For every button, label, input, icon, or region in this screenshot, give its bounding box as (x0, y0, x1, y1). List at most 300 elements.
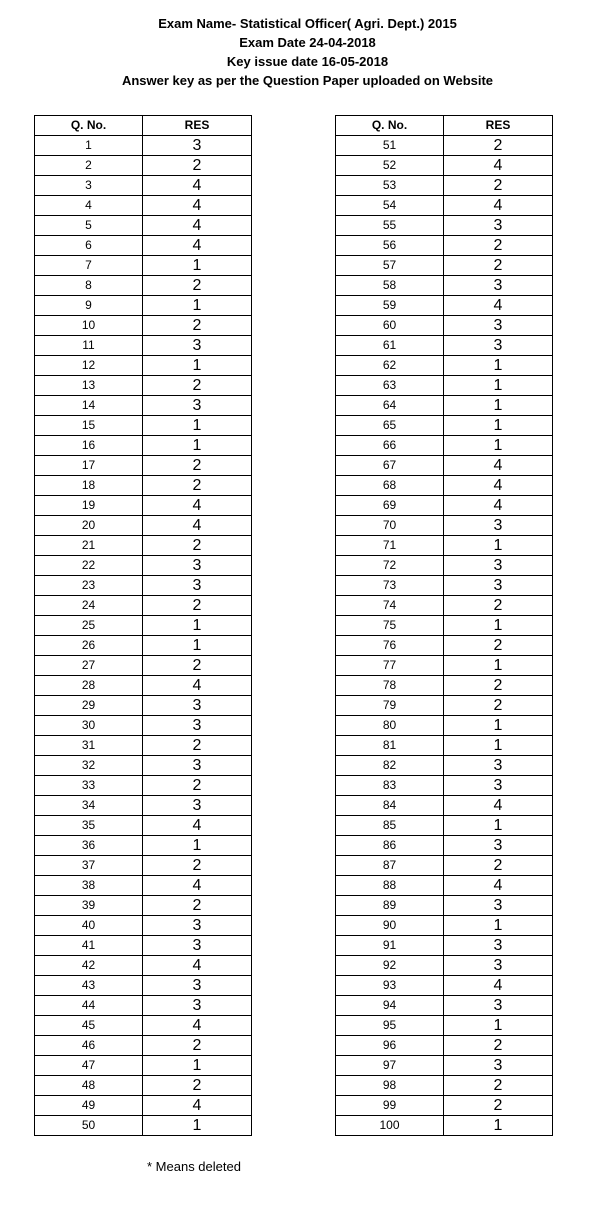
question-number-cell: 92 (336, 956, 444, 976)
question-number-cell: 36 (35, 836, 143, 856)
response-cell: 4 (143, 196, 252, 216)
table-row (35, 336, 252, 356)
table-row (336, 636, 553, 656)
response-cell: 3 (143, 756, 252, 776)
question-number-cell: 79 (336, 696, 444, 716)
question-number-header: Q. No. (336, 116, 444, 136)
table-row (35, 996, 252, 1016)
question-number-cell: 72 (336, 556, 444, 576)
response-cell: 2 (143, 476, 252, 496)
answer-key-subtitle: Answer key as per the Question Paper uploaded on Website (121, 73, 494, 88)
question-number-cell: 54 (336, 196, 444, 216)
question-number-cell: 63 (336, 376, 444, 396)
question-number-cell: 13 (35, 376, 143, 396)
question-number-cell: 4 (35, 196, 143, 216)
response-cell: 2 (143, 536, 252, 556)
table-row (35, 156, 252, 176)
response-cell: 1 (444, 396, 553, 416)
response-cell: 3 (444, 276, 553, 296)
table-row (35, 736, 252, 756)
table-row (336, 1116, 553, 1136)
response-cell: 1 (143, 416, 252, 436)
question-number-cell: 18 (35, 476, 143, 496)
response-cell: 1 (143, 1116, 252, 1136)
table-row (336, 836, 553, 856)
response-cell: 3 (143, 696, 252, 716)
question-number-cell: 38 (35, 876, 143, 896)
response-cell: 2 (444, 256, 553, 276)
table-row (336, 376, 553, 396)
table-row (35, 236, 252, 256)
table-row (35, 756, 252, 776)
question-number-cell: 19 (35, 496, 143, 516)
table-row (336, 576, 553, 596)
question-number-cell: 74 (336, 596, 444, 616)
question-number-cell: 46 (35, 1036, 143, 1056)
question-number-cell: 11 (35, 336, 143, 356)
response-cell: 3 (143, 396, 252, 416)
answer-key-right-body (336, 136, 553, 1136)
question-number-cell: 65 (336, 416, 444, 436)
table-row (35, 416, 252, 436)
response-cell: 4 (444, 496, 553, 516)
table-row (336, 456, 553, 476)
table-row (336, 196, 553, 216)
table-row (35, 976, 252, 996)
response-cell: 3 (143, 556, 252, 576)
question-number-cell: 80 (336, 716, 444, 736)
question-number-cell: 88 (336, 876, 444, 896)
response-cell: 3 (444, 1056, 553, 1076)
answer-key-table-right (335, 115, 553, 1136)
question-number-cell: 76 (336, 636, 444, 656)
table-row (35, 436, 252, 456)
question-number-cell: 73 (336, 576, 444, 596)
response-cell: 3 (444, 216, 553, 236)
question-number-cell: 97 (336, 1056, 444, 1076)
response-cell: 1 (143, 256, 252, 276)
table-row (336, 156, 553, 176)
response-cell: 2 (143, 596, 252, 616)
question-number-cell: 41 (35, 936, 143, 956)
question-number-cell: 61 (336, 336, 444, 356)
response-cell: 4 (143, 216, 252, 236)
question-number-cell: 43 (35, 976, 143, 996)
question-number-cell: 56 (336, 236, 444, 256)
response-cell: 4 (143, 956, 252, 976)
question-number-cell: 22 (35, 556, 143, 576)
exam-date: Exam Date 24-04-2018 (239, 35, 376, 50)
response-cell: 1 (444, 536, 553, 556)
response-cell: 2 (444, 1076, 553, 1096)
question-number-cell: 84 (336, 796, 444, 816)
question-number-cell: 24 (35, 596, 143, 616)
response-cell: 4 (444, 796, 553, 816)
question-number-cell: 47 (35, 1056, 143, 1076)
table-row (336, 876, 553, 896)
question-number-cell: 42 (35, 956, 143, 976)
table-row (35, 1076, 252, 1096)
response-cell: 1 (444, 356, 553, 376)
table-row (35, 676, 252, 696)
footnote: * Means deleted (147, 1159, 241, 1174)
table-row (336, 856, 553, 876)
response-cell: 4 (444, 196, 553, 216)
response-cell: 3 (444, 336, 553, 356)
table-row (336, 916, 553, 936)
question-number-cell: 93 (336, 976, 444, 996)
table-row (336, 176, 553, 196)
question-number-cell: 89 (336, 896, 444, 916)
response-cell: 3 (143, 996, 252, 1016)
table-row (336, 356, 553, 376)
response-cell: 4 (143, 816, 252, 836)
question-number-cell: 45 (35, 1016, 143, 1036)
question-number-cell: 29 (35, 696, 143, 716)
question-number-cell: 37 (35, 856, 143, 876)
table-row (336, 296, 553, 316)
response-cell: 3 (444, 576, 553, 596)
question-number-cell: 81 (336, 736, 444, 756)
question-number-cell: 5 (35, 216, 143, 236)
question-number-cell: 99 (336, 1096, 444, 1116)
question-number-cell: 3 (35, 176, 143, 196)
response-cell: 3 (143, 936, 252, 956)
question-number-cell: 98 (336, 1076, 444, 1096)
table-row (336, 1016, 553, 1036)
question-number-cell: 91 (336, 936, 444, 956)
key-issue-date: Key issue date 16-05-2018 (226, 54, 389, 69)
response-cell: 4 (143, 676, 252, 696)
answer-key-left-body (35, 136, 252, 1136)
table-row (336, 436, 553, 456)
response-cell: 2 (444, 1036, 553, 1056)
question-number-cell: 55 (336, 216, 444, 236)
question-number-cell: 8 (35, 276, 143, 296)
response-cell: 3 (444, 316, 553, 336)
table-row (35, 1096, 252, 1116)
table-row (336, 276, 553, 296)
question-number-header: Q. No. (35, 116, 143, 136)
table-row (336, 716, 553, 736)
response-cell: 4 (143, 496, 252, 516)
table-row (35, 716, 252, 736)
response-cell: 4 (143, 1096, 252, 1116)
question-number-cell: 71 (336, 536, 444, 556)
response-cell: 2 (444, 856, 553, 876)
table-row (35, 696, 252, 716)
response-cell: 4 (143, 516, 252, 536)
table-row (35, 856, 252, 876)
question-number-cell: 96 (336, 1036, 444, 1056)
question-number-cell: 15 (35, 416, 143, 436)
question-number-cell: 7 (35, 256, 143, 276)
document-header (0, 14, 615, 90)
question-number-cell: 83 (336, 776, 444, 796)
question-number-cell: 95 (336, 1016, 444, 1036)
table-row (35, 956, 252, 976)
table-row (336, 236, 553, 256)
response-cell: 1 (444, 376, 553, 396)
table-row (35, 896, 252, 916)
table-row (336, 1076, 553, 1096)
question-number-cell: 86 (336, 836, 444, 856)
table-row (35, 496, 252, 516)
question-number-cell: 51 (336, 136, 444, 156)
response-cell: 1 (444, 716, 553, 736)
table-row (336, 516, 553, 536)
response-cell: 1 (444, 616, 553, 636)
question-number-cell: 16 (35, 436, 143, 456)
response-cell: 3 (444, 516, 553, 536)
question-number-cell: 68 (336, 476, 444, 496)
response-cell: 1 (143, 356, 252, 376)
response-cell: 4 (143, 876, 252, 896)
question-number-cell: 26 (35, 636, 143, 656)
question-number-cell: 82 (336, 756, 444, 776)
table-row (336, 1096, 553, 1116)
response-cell: 2 (143, 1036, 252, 1056)
table-row (35, 516, 252, 536)
response-cell: 2 (143, 316, 252, 336)
question-number-cell: 17 (35, 456, 143, 476)
response-cell: 3 (444, 756, 553, 776)
response-cell: 2 (143, 1076, 252, 1096)
table-row (35, 176, 252, 196)
response-cell: 2 (143, 736, 252, 756)
response-cell: 3 (143, 716, 252, 736)
table-row (336, 536, 553, 556)
question-number-cell: 85 (336, 816, 444, 836)
response-cell: 2 (444, 696, 553, 716)
response-cell: 3 (143, 136, 252, 156)
table-row (336, 996, 553, 1016)
table-row (35, 396, 252, 416)
exam-name: Exam Name- Statistical Officer( Agri. Dept.) 2015 (158, 16, 457, 31)
response-cell: 3 (444, 996, 553, 1016)
response-cell: 4 (143, 236, 252, 256)
question-number-cell: 48 (35, 1076, 143, 1096)
table-header-row (336, 116, 553, 136)
question-number-cell: 25 (35, 616, 143, 636)
table-row (336, 556, 553, 576)
response-cell: 1 (444, 1116, 553, 1136)
question-number-cell: 100 (336, 1116, 444, 1136)
question-number-cell: 64 (336, 396, 444, 416)
table-row (35, 376, 252, 396)
table-row (336, 616, 553, 636)
table-row (35, 576, 252, 596)
response-cell: 2 (444, 176, 553, 196)
table-row (35, 636, 252, 656)
question-number-cell: 94 (336, 996, 444, 1016)
response-cell: 2 (143, 456, 252, 476)
table-row (35, 836, 252, 856)
table-row (336, 896, 553, 916)
question-number-cell: 87 (336, 856, 444, 876)
question-number-cell: 52 (336, 156, 444, 176)
response-cell: 2 (444, 236, 553, 256)
question-number-cell: 2 (35, 156, 143, 176)
question-number-cell: 50 (35, 1116, 143, 1136)
table-row (35, 1056, 252, 1076)
question-number-cell: 75 (336, 616, 444, 636)
response-cell: 2 (143, 776, 252, 796)
table-row (336, 416, 553, 436)
response-cell: 1 (444, 736, 553, 756)
response-cell: 4 (444, 156, 553, 176)
table-row (35, 316, 252, 336)
table-row (35, 876, 252, 896)
table-row (35, 196, 252, 216)
question-number-cell: 14 (35, 396, 143, 416)
question-number-cell: 69 (336, 496, 444, 516)
response-cell: 1 (143, 636, 252, 656)
table-row (35, 776, 252, 796)
response-cell: 2 (143, 656, 252, 676)
response-cell: 3 (444, 956, 553, 976)
response-cell: 2 (143, 856, 252, 876)
table-row (35, 136, 252, 156)
question-number-cell: 33 (35, 776, 143, 796)
table-row (336, 676, 553, 696)
question-number-cell: 30 (35, 716, 143, 736)
response-cell: 1 (444, 1016, 553, 1036)
question-number-cell: 27 (35, 656, 143, 676)
table-row (35, 556, 252, 576)
table-row (336, 956, 553, 976)
table-row (35, 796, 252, 816)
table-row (336, 256, 553, 276)
table-row (336, 776, 553, 796)
question-number-cell: 60 (336, 316, 444, 336)
response-cell: 4 (444, 296, 553, 316)
response-cell: 2 (143, 276, 252, 296)
table-row (336, 696, 553, 716)
table-row (336, 476, 553, 496)
table-row (35, 616, 252, 636)
table-row (35, 476, 252, 496)
response-cell: 2 (444, 136, 553, 156)
table-row (35, 656, 252, 676)
response-cell: 4 (444, 476, 553, 496)
table-header-row (35, 116, 252, 136)
response-header: RES (143, 116, 252, 136)
question-number-cell: 10 (35, 316, 143, 336)
table-row (35, 216, 252, 236)
table-row (336, 656, 553, 676)
response-cell: 1 (143, 836, 252, 856)
table-row (336, 136, 553, 156)
response-cell: 2 (444, 636, 553, 656)
question-number-cell: 78 (336, 676, 444, 696)
response-cell: 1 (444, 436, 553, 456)
response-cell: 4 (444, 976, 553, 996)
question-number-cell: 34 (35, 796, 143, 816)
table-row (336, 976, 553, 996)
table-row (35, 936, 252, 956)
response-cell: 3 (444, 776, 553, 796)
response-cell: 3 (444, 836, 553, 856)
response-cell: 1 (444, 916, 553, 936)
response-cell: 3 (444, 936, 553, 956)
response-cell: 3 (143, 916, 252, 936)
response-cell: 3 (143, 796, 252, 816)
table-row (35, 296, 252, 316)
table-row (35, 276, 252, 296)
response-cell: 3 (143, 576, 252, 596)
response-cell: 2 (143, 896, 252, 916)
response-cell: 1 (143, 1056, 252, 1076)
table-row (35, 1016, 252, 1036)
table-row (35, 536, 252, 556)
question-number-cell: 77 (336, 656, 444, 676)
response-cell: 1 (444, 416, 553, 436)
table-row (336, 496, 553, 516)
question-number-cell: 90 (336, 916, 444, 936)
response-cell: 2 (444, 596, 553, 616)
question-number-cell: 57 (336, 256, 444, 276)
question-number-cell: 35 (35, 816, 143, 836)
table-row (336, 396, 553, 416)
question-number-cell: 20 (35, 516, 143, 536)
table-row (336, 316, 553, 336)
question-number-cell: 49 (35, 1096, 143, 1116)
response-cell: 3 (444, 896, 553, 916)
table-row (35, 1036, 252, 1056)
response-cell: 4 (444, 876, 553, 896)
question-number-cell: 32 (35, 756, 143, 776)
response-cell: 1 (444, 656, 553, 676)
table-row (336, 1036, 553, 1056)
table-row (35, 256, 252, 276)
table-row (35, 916, 252, 936)
question-number-cell: 31 (35, 736, 143, 756)
question-number-cell: 28 (35, 676, 143, 696)
response-cell: 2 (444, 1096, 553, 1116)
response-cell: 1 (143, 616, 252, 636)
question-number-cell: 6 (35, 236, 143, 256)
question-number-cell: 62 (336, 356, 444, 376)
table-row (336, 736, 553, 756)
response-cell: 4 (143, 176, 252, 196)
table-row (336, 596, 553, 616)
response-cell: 1 (143, 296, 252, 316)
response-cell: 2 (143, 376, 252, 396)
question-number-cell: 21 (35, 536, 143, 556)
table-row (336, 756, 553, 776)
question-number-cell: 1 (35, 136, 143, 156)
question-number-cell: 70 (336, 516, 444, 536)
response-cell: 3 (143, 336, 252, 356)
question-number-cell: 66 (336, 436, 444, 456)
answer-key-table-left (34, 115, 252, 1136)
question-number-cell: 67 (336, 456, 444, 476)
response-cell: 4 (143, 1016, 252, 1036)
question-number-cell: 53 (336, 176, 444, 196)
table-row (336, 336, 553, 356)
question-number-cell: 40 (35, 916, 143, 936)
question-number-cell: 23 (35, 576, 143, 596)
response-header: RES (444, 116, 553, 136)
table-row (336, 1056, 553, 1076)
question-number-cell: 58 (336, 276, 444, 296)
table-row (35, 356, 252, 376)
response-cell: 2 (143, 156, 252, 176)
table-row (336, 796, 553, 816)
response-cell: 3 (143, 976, 252, 996)
table-row (336, 816, 553, 836)
